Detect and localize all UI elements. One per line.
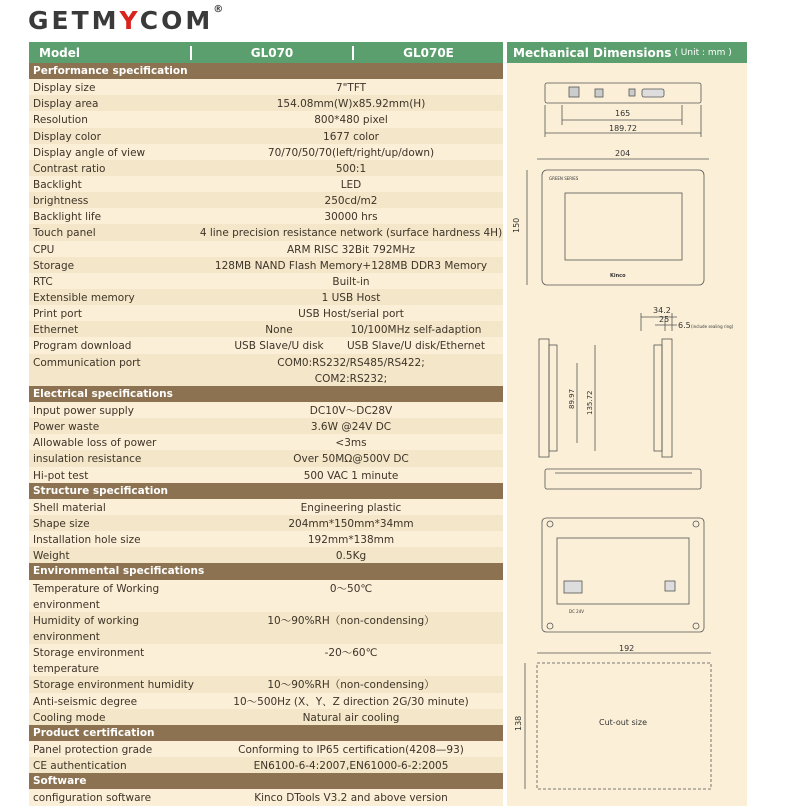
spec-value: [199, 193, 503, 209]
spec-row: [29, 176, 503, 192]
spec-label: [33, 161, 105, 177]
spec-label: [33, 338, 131, 354]
spec-label-line: Extensible memory: [33, 291, 135, 304]
spec-value-line: 10～90%RH（non-condensing）: [267, 614, 435, 627]
section-header: Electrical specifications: [29, 386, 503, 402]
spec-label: [33, 500, 106, 516]
spec-label-line: CPU: [33, 243, 55, 256]
spec-label-line: Anti-seismic degree: [33, 695, 138, 708]
dim-150: 150: [512, 217, 521, 233]
spec-label-line: insulation resistance: [33, 453, 142, 466]
spec-row: [29, 337, 503, 353]
spec-label-line: Resolution: [33, 114, 88, 127]
spec-value-line: DC10V～DC28V: [309, 404, 393, 417]
spec-label: [33, 710, 105, 726]
spec-label: [33, 129, 101, 145]
spec-row: [29, 644, 503, 676]
section-header: Product certification: [29, 725, 503, 741]
section-header: Structure specification: [29, 483, 503, 499]
spec-value: [199, 112, 503, 128]
spec-row: [29, 95, 503, 111]
spec-row: [29, 128, 503, 144]
header-model-gl070: GL070: [192, 46, 354, 60]
spec-label: [33, 419, 99, 435]
spec-value-line: COM2:RS232;: [314, 372, 388, 385]
spec-row: [29, 450, 503, 466]
spec-value-line: 10～500Hz (X、Y、Z direction 2G/30 minute): [233, 695, 469, 708]
dim-13572: 135.72: [586, 390, 594, 415]
spec-value: [199, 613, 503, 629]
spec-value-line: 0～50℃: [329, 582, 373, 595]
spec-label: [33, 516, 90, 532]
spec-label-line: Storage: [33, 259, 75, 272]
spec-value: [199, 694, 503, 710]
spec-label-line: environment: [33, 598, 100, 611]
dim-192: 192: [619, 644, 635, 653]
spec-value: [199, 258, 503, 274]
spec-value-line: Kinco DTools V3.2 and above version: [254, 792, 448, 805]
section-header: Software: [29, 773, 503, 789]
spec-label: [33, 112, 88, 128]
spec-label: [33, 209, 101, 225]
spec-label-line: Display size: [33, 82, 96, 95]
spec-value-line: Conforming to IP65 certification(4208—93): [238, 743, 464, 756]
spec-label-line: Ethernet: [33, 324, 79, 337]
spec-value-line: 128MB NAND Flash Memory+128MB DDR3 Memory: [214, 259, 488, 272]
spec-label: [33, 306, 82, 322]
spec-label: [33, 532, 141, 548]
serial-port-icon: [642, 89, 664, 97]
spec-label-line: temperature: [33, 663, 99, 676]
spec-value: [199, 710, 503, 726]
cutout-label: Cut-out size: [599, 718, 647, 727]
spec-value-gl070: USB Slave/U disk: [234, 340, 324, 353]
spec-value-line: ARM RISC 32Bit 792MHz: [286, 243, 416, 256]
spec-value-line: Engineering plastic: [300, 501, 402, 514]
spec-value: [199, 451, 503, 467]
spec-label: [33, 581, 159, 613]
spec-value-gl070e: USB Slave/U disk/Ethernet: [346, 340, 486, 353]
mechanical-dimensions-header: [507, 42, 747, 63]
spec-label: [33, 145, 145, 161]
dim-65-note: (include sealing ring): [691, 324, 734, 329]
screen-series-label: GREEN SERIES: [549, 176, 579, 181]
spec-row: [29, 789, 503, 805]
spec-value: [199, 242, 503, 258]
spec-row: [29, 273, 503, 289]
spec-label: [33, 355, 141, 371]
mechanical-title: Mechanical Dimensions: [513, 45, 672, 60]
spec-label-line: Installation hole size: [33, 534, 141, 547]
spec-row: [29, 79, 503, 95]
table-header: [29, 42, 503, 63]
spec-value: [199, 581, 503, 597]
spec-value-line: <3ms: [335, 437, 367, 450]
spec-label-line: configuration software: [33, 792, 152, 805]
side-view-left: [539, 339, 549, 457]
spec-value-line: 192mm*138mm: [307, 534, 395, 547]
spec-value-line: 70/70/50/70(left/right/up/down): [267, 146, 435, 159]
spec-label-line: Display angle of view: [33, 146, 146, 159]
spec-label-line: Storage environment humidity: [33, 679, 194, 692]
spec-row: [29, 354, 503, 386]
bottom-view-body: [545, 469, 701, 489]
spec-value-line: 30000 hrs: [324, 211, 378, 224]
spec-row: [29, 418, 503, 434]
spec-value-line: EN6100-6-4:2007,EN61000-6-2:2005: [253, 760, 449, 773]
spec-value: [199, 225, 503, 241]
spec-row: [29, 467, 503, 483]
spec-label-line: Temperature of Working: [33, 582, 160, 595]
spec-value: [199, 435, 503, 451]
spec-value: [199, 758, 503, 774]
spec-value: [199, 306, 503, 322]
spec-value-line: 4 line precision resistance network (surface hardness 4H): [199, 227, 503, 240]
spec-row: [29, 531, 503, 547]
header-model-gl070e: GL070E: [403, 45, 454, 60]
spec-row: [29, 321, 503, 337]
mechanical-unit: ( Unit : mm ): [674, 47, 732, 58]
dim-138: 138: [514, 715, 523, 731]
spec-row: [29, 289, 503, 305]
spec-value: [199, 129, 503, 145]
spec-value: [199, 355, 503, 387]
section-header: Performance specification: [29, 63, 503, 79]
spec-label: [33, 790, 151, 806]
spec-value: [199, 403, 503, 419]
spec-value-line: 1677 color: [323, 130, 379, 143]
spec-value-line: 10～90%RH（non-condensing）: [267, 679, 435, 692]
spec-label: [33, 274, 53, 290]
spec-value-line: Built-in: [332, 275, 370, 288]
spec-row: [29, 144, 503, 160]
spec-value: [199, 419, 503, 435]
spec-label: [33, 96, 98, 112]
spec-label-line: Print port: [33, 308, 83, 321]
spec-value: [199, 645, 503, 661]
spec-label: [33, 322, 78, 338]
spec-row: [29, 434, 503, 450]
spec-row: [29, 160, 503, 176]
spec-value-line: 500:1: [335, 162, 367, 175]
spec-label-line: Display area: [33, 98, 99, 111]
spec-label-line: Power waste: [33, 421, 100, 434]
spec-label: [33, 645, 144, 677]
spec-value-line: 250cd/m2: [324, 195, 378, 208]
spec-value-line: USB Host/serial port: [298, 308, 404, 321]
spec-label: [33, 242, 54, 258]
spec-value: [199, 500, 503, 516]
spec-label: [33, 80, 95, 96]
spec-label-line: RTC: [33, 275, 53, 288]
spec-label-line: Program download: [33, 340, 132, 353]
spec-value-line: COM0:RS232/RS485/RS422;: [277, 356, 425, 369]
spec-value: [199, 516, 503, 532]
mechanical-drawing: [507, 63, 747, 806]
spec-label-line: CE authentication: [33, 760, 127, 773]
spec-label: [33, 613, 139, 645]
spec-label-line: environment: [33, 630, 100, 643]
spec-label-line: Shape size: [33, 517, 90, 530]
spec-value-line: 800*480 pixel: [314, 114, 388, 127]
spec-label: [33, 177, 82, 193]
spec-row: [29, 192, 503, 208]
spec-value-line: LED: [340, 178, 362, 191]
spec-label: [33, 677, 194, 693]
dim-65: 6.5: [678, 321, 691, 330]
spec-value: [199, 742, 503, 758]
header-model-label: Model: [29, 46, 192, 60]
spec-row: [29, 208, 503, 224]
spec-row: [29, 757, 503, 773]
spec-row: [29, 612, 503, 644]
spec-value: [199, 209, 503, 225]
rear-label: DC 24V: [569, 609, 584, 614]
spec-value: [199, 161, 503, 177]
brand-logo: GETMYCOM®: [28, 4, 224, 35]
spec-label: [33, 193, 88, 209]
dim-8997: 89.97: [568, 388, 576, 409]
spec-row: [29, 241, 503, 257]
spec-label: [33, 451, 141, 467]
spec-value-line: 1 USB Host: [321, 291, 381, 304]
spec-label: [33, 435, 156, 451]
dim-165: 165: [615, 109, 631, 118]
dim-25: 25: [659, 315, 670, 324]
spec-row: [29, 402, 503, 418]
spec-value-line: 3.6W @24V DC: [310, 421, 392, 434]
spec-value-gl070: None: [265, 324, 293, 337]
spec-value: [199, 80, 503, 96]
spec-row: [29, 709, 503, 725]
spec-value-line: -20～60℃: [324, 647, 378, 660]
spec-label: [33, 225, 96, 241]
spec-row: [29, 257, 503, 273]
spec-label-line: Allowable loss of power: [33, 437, 157, 450]
spec-label-line: Backlight life: [33, 211, 102, 224]
spec-label-line: brightness: [33, 195, 89, 208]
dim-204: 204: [615, 149, 631, 158]
spec-label-line: Hi-pot test: [33, 469, 89, 482]
front-view-screen: [565, 193, 682, 260]
top-view-body: [545, 83, 701, 103]
rear-view-body: [542, 518, 704, 632]
spec-table: [29, 42, 503, 806]
spec-value-line: 0.5Kg: [335, 550, 367, 563]
front-view-body: [542, 170, 704, 285]
spec-value: [199, 274, 503, 290]
spec-value: [199, 177, 503, 193]
spec-value-line: 204mm*150mm*34mm: [288, 517, 414, 530]
spec-label-line: Weight: [33, 550, 70, 563]
spec-label-line: Touch panel: [33, 227, 96, 240]
spec-label-line: Communication port: [33, 356, 141, 369]
spec-row: [29, 515, 503, 531]
brand-mark: Kinco: [610, 273, 626, 279]
spec-label-line: Backlight: [33, 178, 82, 191]
spec-row: [29, 547, 503, 563]
spec-value: [199, 677, 503, 693]
spec-label-line: Panel protection grade: [33, 743, 153, 756]
spec-value-line: 154.08mm(W)x85.92mm(H): [276, 98, 426, 111]
spec-label: [33, 694, 137, 710]
spec-label-line: Humidity of working: [33, 614, 140, 627]
spec-value-gl070e: 10/100MHz self-adaption: [350, 324, 482, 337]
spec-value: [199, 548, 503, 564]
spec-label-line: Contrast ratio: [33, 162, 106, 175]
spec-row: [29, 305, 503, 321]
spec-value: [199, 790, 503, 806]
spec-value-line: 7"TFT: [335, 82, 367, 95]
spec-value: [199, 468, 503, 484]
spec-value: [199, 145, 503, 161]
spec-label: [33, 403, 134, 419]
spec-label-line: Shell material: [33, 501, 106, 514]
power-connector-icon: [569, 87, 579, 97]
spec-row: [29, 499, 503, 515]
spec-row: [29, 224, 503, 240]
dim-34: 34.2: [653, 306, 671, 315]
spec-label: [33, 758, 127, 774]
spec-value-line: 500 VAC 1 minute: [303, 469, 399, 482]
spec-label-line: Input power supply: [33, 404, 134, 417]
dim-189: 189.72: [609, 124, 637, 133]
spec-value: [199, 290, 503, 306]
spec-label-line: Cooling mode: [33, 711, 106, 724]
spec-label: [33, 258, 74, 274]
spec-row: [29, 693, 503, 709]
spec-value-line: Natural air cooling: [302, 711, 400, 724]
spec-row: [29, 676, 503, 692]
spec-label: [33, 548, 70, 564]
spec-value-line: Over 50MΩ@500V DC: [293, 453, 409, 466]
spec-label: [33, 742, 152, 758]
spec-row: [29, 111, 503, 127]
ethernet-port-icon: [595, 89, 603, 97]
spec-label: [33, 290, 135, 306]
spec-label-line: Display color: [33, 130, 101, 143]
section-header: Environmental specifications: [29, 563, 503, 579]
spec-row: [29, 580, 503, 612]
spec-row: [29, 741, 503, 757]
spec-value: [199, 96, 503, 112]
spec-value: [199, 532, 503, 548]
spec-label-line: Storage environment: [33, 647, 145, 660]
usb-port-icon: [629, 89, 635, 96]
spec-label: [33, 468, 88, 484]
